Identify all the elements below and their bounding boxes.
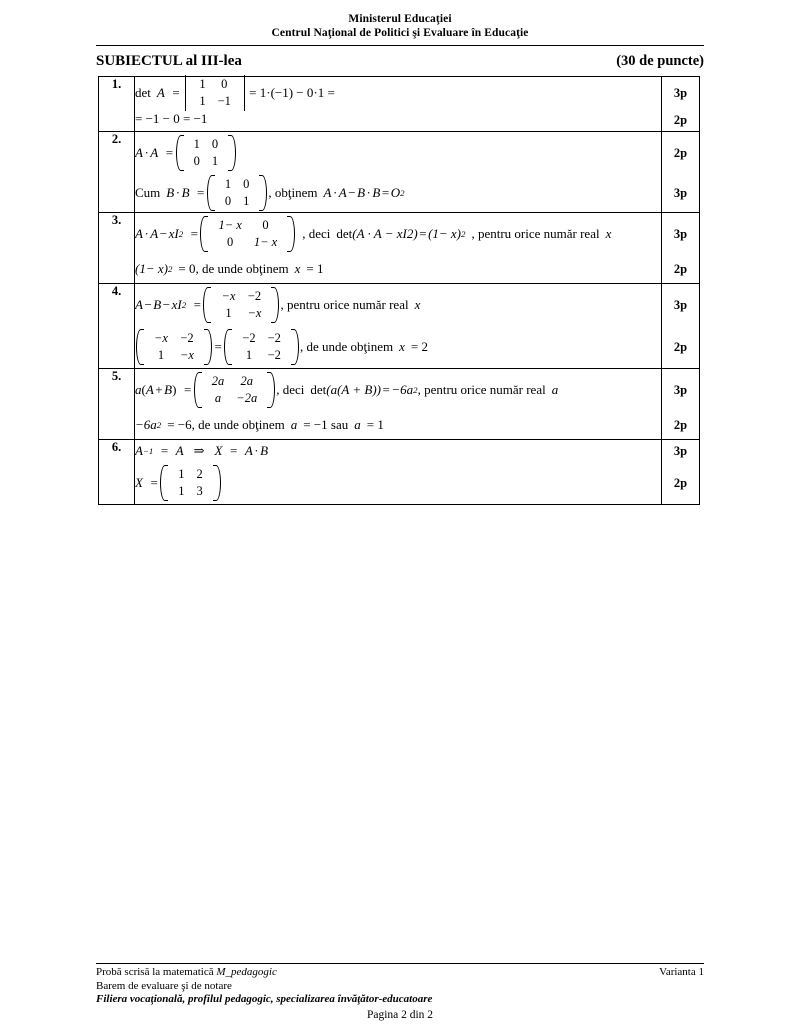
matrix-A-label: A [150, 145, 159, 160]
row-number: 2. [99, 132, 135, 213]
matrix-cell: −1 [217, 94, 231, 108]
det-label: det [135, 85, 151, 100]
row-solution [135, 132, 662, 213]
word-cum: Cum [135, 185, 161, 200]
matrix-cell: −x [247, 306, 262, 320]
row-points [662, 213, 700, 284]
matrix-A-label: A [135, 145, 143, 160]
matrix-cell: −2 [242, 331, 256, 345]
matrix-cell: a [214, 391, 222, 405]
page-title: SUBIECTUL al III-lea [96, 52, 242, 69]
row-solution [135, 213, 662, 284]
paren-right [287, 216, 295, 252]
points-value: 2p [673, 261, 688, 276]
matrix-A-label: A [323, 185, 332, 200]
row-solution [135, 369, 662, 440]
dot-operator: · [332, 185, 338, 200]
expr-part: , pentru orice număr real [471, 226, 600, 241]
solution-line: a ( A + B ) = 2a 2a a −2a , deci det (a(A + B)) = −6a 2 , pentru orice număr real a [135, 369, 661, 411]
matrix-cell: −x [221, 289, 236, 303]
matrix-cell: 2 [196, 467, 203, 481]
paren-right [204, 329, 212, 365]
matrix-cell: 3 [196, 484, 203, 498]
solution-line: −6a 2 = −6, de unde obţinem a = −1 sau a = 1 [135, 417, 384, 432]
expr-part: (1− x) [428, 226, 462, 241]
points-value: 2p [673, 475, 688, 490]
row-points [662, 284, 700, 369]
table-row [99, 284, 700, 369]
matrix-A-label: A [156, 85, 165, 100]
paren-left [176, 135, 184, 171]
det-label: det [310, 382, 327, 397]
matrix-cell: 1 [178, 484, 185, 498]
expr-part: , deci [302, 226, 331, 241]
variable-x: x [605, 226, 612, 241]
variable-x: x [294, 261, 301, 276]
row-number: 6. [99, 440, 135, 505]
paren-left [203, 287, 211, 323]
equals-sign: = [214, 339, 222, 354]
expr-part: = 2 [410, 339, 428, 354]
matrix-B-label: B [357, 185, 366, 200]
header-divider [96, 45, 704, 46]
header-ministry: Ministerul Educaţiei [348, 13, 452, 25]
matrix-cell: 1 [225, 306, 232, 320]
variable-a: a [551, 382, 559, 397]
expr-part: −6a [135, 417, 157, 432]
equals-sign: = [381, 185, 390, 200]
identity-label: I [177, 297, 182, 312]
matrix-cell: 1 [199, 77, 206, 91]
equals-sign: = [382, 382, 390, 397]
equals-sign: = [172, 85, 180, 100]
paren-right [228, 135, 236, 171]
table-row [99, 369, 700, 440]
row-points [662, 132, 700, 213]
row-solution [135, 77, 662, 132]
expr-part: (1− x) [135, 261, 168, 276]
variable-x: x [171, 297, 178, 312]
expr-part: = 1 [366, 417, 384, 432]
dot-operator: · [266, 85, 271, 100]
footer-exam-text: Probă scrisă la matematică [96, 966, 217, 978]
variable-X: X [135, 475, 143, 490]
matrix-B-label: B [372, 185, 381, 200]
minus-sign: − [162, 297, 171, 312]
footer-variant: Varianta 1 [659, 966, 704, 978]
minus-sign: − [144, 297, 152, 312]
points-value: 2p [673, 112, 688, 127]
points-value: 3p [673, 443, 688, 458]
equals-sign: = [160, 443, 169, 458]
matrix-cell: 0 [224, 194, 232, 208]
equals-sign: = [197, 185, 205, 200]
matrix-A-label: A [135, 297, 143, 312]
paren-right [271, 287, 279, 323]
points-value: 2p [673, 417, 688, 432]
matrix-B-label: B [260, 443, 269, 458]
matrix [160, 465, 221, 501]
matrix-cell: 1 [199, 94, 206, 108]
variable-x: x [168, 226, 175, 241]
matrix-cell: 1 [157, 348, 165, 362]
dot-operator: · [366, 185, 371, 200]
solution-line [135, 109, 661, 129]
paren-left [207, 175, 215, 211]
matrix [194, 372, 275, 408]
expr-part: (−1) − 0·1 = [270, 85, 335, 100]
solution-line: A · A − x I 2 = 1− x 0 0 1− x , deci det (A · A − xI2) = (1− x) 2 , pentru orice număr real x [135, 213, 661, 255]
plus-sign: + [155, 382, 163, 397]
determinant-matrix [182, 75, 248, 111]
footer-divider [96, 963, 704, 964]
paren-left [224, 329, 232, 365]
matrix-A-label: A [244, 443, 253, 458]
implies-arrow: ⇒ [193, 443, 205, 458]
matrix [203, 287, 279, 323]
paren-left [194, 372, 202, 408]
points-value: 3p [673, 226, 688, 241]
minus-sign: − [348, 185, 356, 200]
matrix-cell: −2 [267, 348, 281, 362]
matrix-cell: 1 [193, 137, 200, 151]
footer-page-number: Pagina 2 din 2 [366, 1008, 434, 1021]
matrix-A-label: A [135, 226, 143, 241]
table-row [99, 132, 700, 213]
row-number: 4. [99, 284, 135, 369]
matrix-cell: −x [179, 348, 194, 362]
matrix-cell: −2 [267, 331, 281, 345]
matrix-A-label: A [175, 443, 184, 458]
solution-line [135, 132, 661, 174]
matrix-cell: 0 [221, 77, 228, 91]
matrix-A-label: A [150, 226, 159, 241]
solution-line [135, 462, 661, 504]
minus-sign: − [159, 226, 168, 241]
solution-line [135, 77, 661, 109]
paren-left [200, 216, 208, 252]
row-points [662, 369, 700, 440]
matrix-A-label: A [145, 382, 154, 397]
table-row [99, 213, 700, 284]
row-points [662, 77, 700, 132]
equals-sign: = [190, 226, 198, 241]
expr-part: , deci [276, 382, 305, 397]
points-value: 3p [673, 185, 688, 200]
matrix-B-label: B [164, 382, 173, 397]
matrix-cell: 0 [227, 235, 234, 249]
expr-part: , pentru orice număr real [280, 297, 409, 312]
matrix-cell: 2a [240, 374, 253, 388]
points-value: 3p [673, 297, 688, 312]
matrix-cell: 0 [193, 154, 200, 168]
total-points: (30 de puncte) [616, 52, 704, 69]
matrix-cell: 0 [262, 218, 269, 232]
paren-left [160, 465, 168, 501]
header-center: Centrul Naţional de Politici şi Evaluare în Educaţie [271, 27, 529, 39]
dot-operator: · [144, 145, 149, 160]
matrix-cell: 1− x [218, 218, 242, 232]
matrix-cell: 1 [224, 177, 232, 191]
det-bar-left [185, 75, 186, 111]
matrix-cell: −2a [236, 391, 258, 405]
grading-table [98, 76, 700, 505]
row-number: 5. [99, 369, 135, 440]
expr-part: , de unde obţinem [299, 339, 394, 354]
variable-x: x [399, 339, 405, 354]
solution-line [135, 326, 661, 368]
variable-X: X [214, 443, 223, 458]
matrix-B-label: B [181, 185, 190, 200]
solution-line: (1− x) 2 = 0, de unde obţinem x = 1 [135, 261, 324, 276]
matrix-A-label: A [135, 443, 143, 458]
expr-part: , pentru orice număr real [417, 382, 546, 397]
matrix-cell: 1 [211, 154, 219, 168]
expr-part: (a(A + B)) [326, 382, 382, 397]
expr-part: = −6, de unde obţinem [167, 417, 285, 432]
subject-title-bar [96, 49, 704, 73]
paren-left [136, 329, 144, 365]
solution-line: A −1 = A ⇒ X = A · B [135, 443, 269, 458]
matrix [136, 329, 212, 365]
identity-label: I [174, 226, 179, 241]
dot-operator: · [254, 443, 259, 458]
equals-sign: = [193, 297, 201, 312]
zero-matrix-label: O [390, 185, 401, 200]
matrix-B-label: B [166, 185, 175, 200]
table-row [99, 77, 700, 132]
points-value: 3p [673, 85, 688, 100]
matrix-cell: 1− x [253, 235, 278, 249]
matrix-cell: 1 [245, 348, 253, 362]
matrix-cell: −2 [180, 331, 194, 345]
matrix-B-label: B [153, 297, 162, 312]
footer-barem: Barem de evaluare şi de notare [96, 979, 232, 992]
row-solution [135, 284, 662, 369]
matrix-cell: −2 [247, 289, 262, 303]
solution-line: Cum B · B = 1 0 0 1 , obţinem A · A − B · B = O 2 [135, 174, 661, 212]
footer-exam-label [96, 966, 277, 980]
matrix [200, 216, 295, 252]
paren-right [259, 175, 267, 211]
variable-a: a [290, 417, 298, 432]
row-points [662, 440, 700, 505]
row-number: 3. [99, 213, 135, 284]
matrix-cell: 1 [178, 467, 185, 481]
variable-a: a [354, 417, 361, 432]
paren-right [291, 329, 299, 365]
paren-right [213, 465, 221, 501]
paren-right [267, 372, 275, 408]
equals-sign: = [229, 443, 238, 458]
det-bar-right [244, 75, 245, 111]
points-value: 2p [673, 339, 688, 354]
row-solution [135, 440, 662, 505]
footer-exam-code: M_pedagogic [216, 966, 277, 978]
matrix-cell: 2a [211, 374, 225, 388]
equals-sign: = [150, 475, 158, 490]
dot-operator: · [144, 226, 149, 241]
matrix [207, 175, 268, 211]
expr-part: = −1 − 0 = −1 [135, 111, 208, 126]
paren-right: ) [172, 382, 177, 397]
matrix-cell: 0 [211, 137, 219, 151]
equals-sign: = [183, 382, 192, 397]
points-value: 3p [673, 382, 688, 397]
matrix-A-label: A [338, 185, 347, 200]
paren-left: ( [141, 382, 146, 397]
expr-part: = 0, de unde obţinem [178, 261, 289, 276]
document-footer [96, 966, 704, 1022]
expr-part: , obţinem [268, 185, 318, 200]
solution-line: A − B − x I 2 = −x −2 1 −x , pentru orice număr real x [135, 284, 661, 326]
variable-a: a [135, 382, 142, 397]
matrix-cell: 1 [243, 194, 250, 208]
expr-part: −6a [391, 382, 414, 397]
row-number: 1. [99, 77, 135, 132]
points-value: 2p [673, 145, 688, 160]
table-row [99, 440, 700, 505]
expr-part: = −1 sau [303, 417, 349, 432]
matrix [224, 329, 299, 365]
equals-sign: = [165, 145, 174, 160]
footer-filiera: Filiera vocaţională, profilul pedagogic, specializarea învăţător-educatoare [96, 993, 433, 1005]
matrix-cell: −x [154, 331, 168, 345]
matrix-cell: 0 [243, 177, 250, 191]
expr-part: = 1 [249, 85, 267, 100]
matrix [176, 135, 237, 171]
variable-x: x [414, 297, 421, 312]
document-header [96, 12, 704, 40]
equals-sign: = [419, 226, 427, 241]
expr-part: = 1 [306, 261, 324, 276]
dot-operator: · [175, 185, 181, 200]
det-label: det [336, 226, 353, 241]
expr-part: (A · A − xI2) [352, 226, 418, 241]
